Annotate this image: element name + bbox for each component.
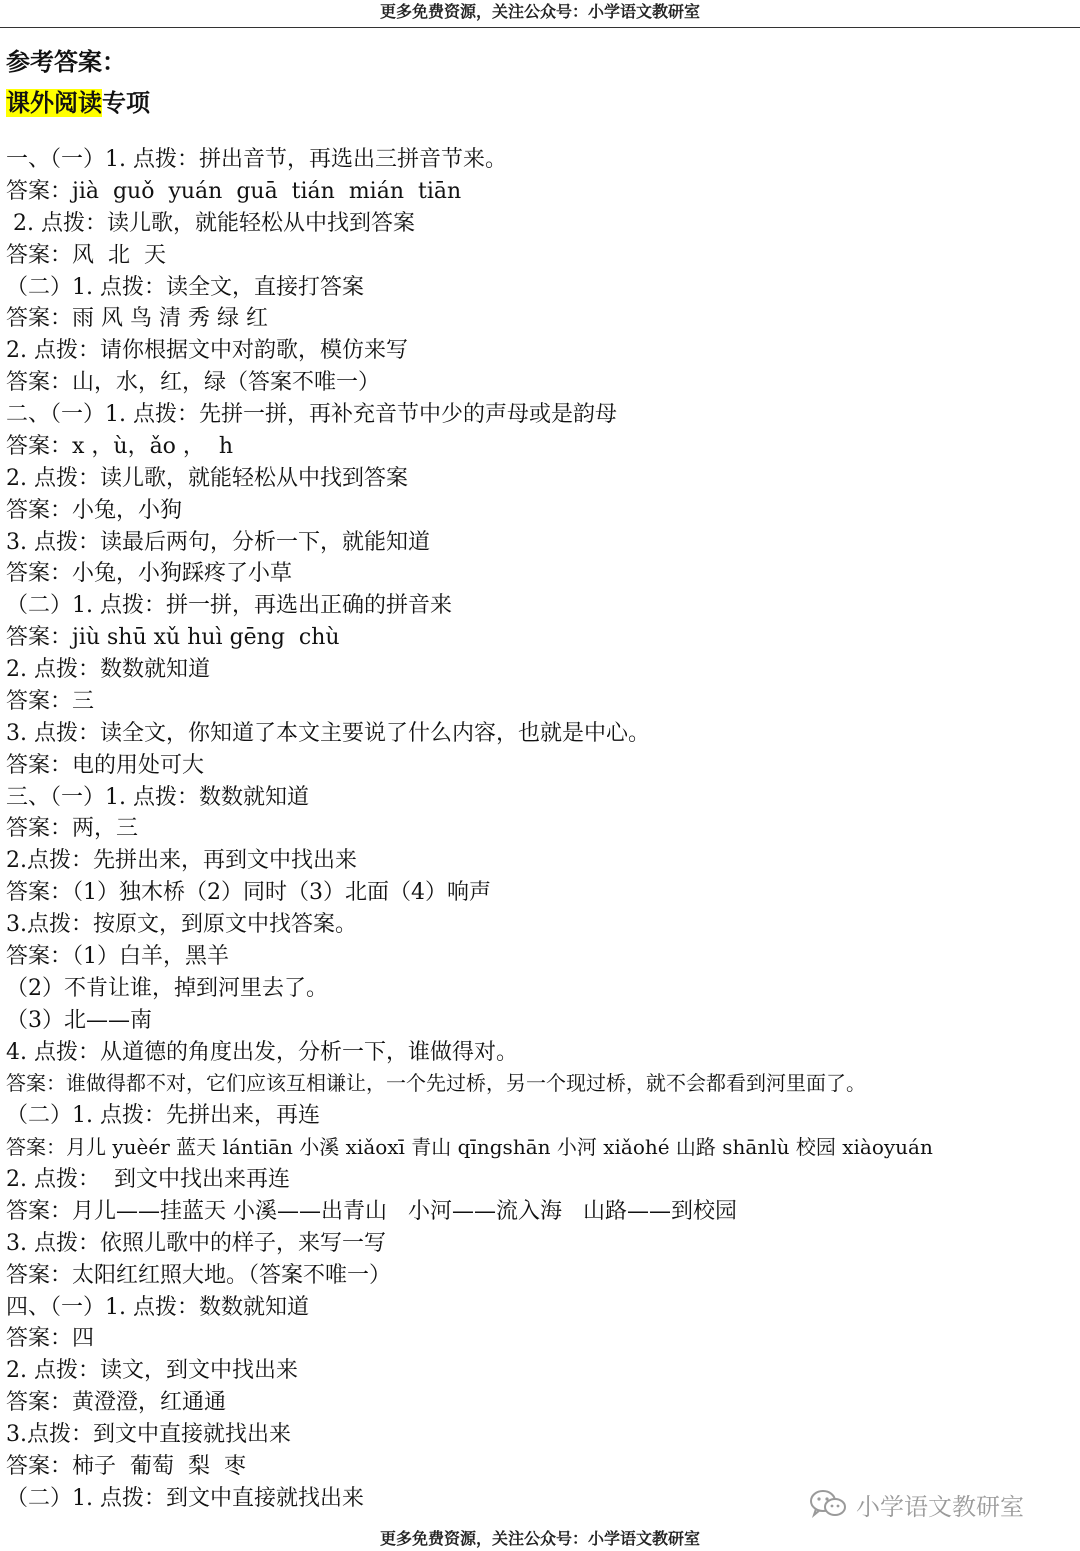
answer-line: 三、（一）1. 点拨：数数就知道 — [6, 784, 309, 810]
answer-line: 2. 点拨：读儿歌，就能轻松从中找到答案 — [6, 210, 415, 236]
answer-line: （二）1. 点拨：先拼出来，再连 — [6, 1103, 320, 1129]
answer-line: 答案：jiù shū xǔ huì gēng chù — [6, 625, 340, 651]
answer-line: 二、（一）1. 点拨：先拼一拼，再补充音节中少的声母或是韵母 — [6, 402, 617, 427]
document-title: 参考答案： — [6, 48, 126, 76]
wechat-icon — [808, 1488, 848, 1520]
answer-list — [6, 144, 1076, 1515]
answer-line: 答案：风 北 天 — [6, 242, 166, 268]
answer-line: 3.点拨：到文中直接就找出来 — [6, 1422, 291, 1447]
answer-line: 2. 点拨：数数就知道 — [6, 657, 210, 682]
answer-line: 答案：月儿 yuèér 蓝天 lántiān 小溪 xiǎoxī 青山 qīngshān 小河 xiǎohé 山路 shānlù 校园 xiàoyuán — [6, 1135, 933, 1160]
answer-line: （二）1. 点拨：到文中直接就找出来 — [6, 1485, 364, 1511]
answer-line: 答案：太阳红红照大地。（答案不唯一） — [6, 1262, 392, 1288]
answer-line: （2）不肯让谁，掉到河里去了。 — [6, 975, 328, 1001]
answer-line: 3. 点拨：读全文，你知道了本文主要说了什么内容，也就是中心。 — [6, 720, 650, 746]
answer-line: 2. 点拨： 到文中找出来再连 — [6, 1167, 290, 1192]
header-divider — [0, 27, 1080, 28]
answer-line: 一、（一）1. 点拨：拼出音节，再选出三拼音节来。 — [6, 147, 507, 172]
answer-line: 3. 点拨：读最后两句，分析一下，就能知道 — [6, 529, 430, 555]
answer-line: 3.点拨：按原文，到原文中找答案。 — [6, 912, 357, 937]
section-heading — [6, 86, 150, 120]
section-heading-highlight: 课外阅读 — [6, 89, 102, 117]
answer-line: 答案：（1）独木桥（2）同时（3）北面（4）响声 — [6, 880, 491, 906]
answer-line: 答案：谁做得都不对，它们应该互相谦让，一个先过桥，另一个现过桥，就不会都看到河里面了。 — [6, 1071, 866, 1096]
wechat-watermark — [808, 1486, 1024, 1522]
answer-line: 答案：雨 风 鸟 清 秀 绿 红 — [6, 306, 268, 332]
answer-line: 答案：小兔，小狗踩疼了小草 — [6, 561, 293, 587]
answer-line: 2. 点拨：请你根据文中对韵歌，模仿来写 — [6, 338, 408, 364]
page-header: 更多免费资源，关注公众号：小学语文教研室 — [379, 2, 700, 21]
watermark-text: 小学语文教研室 — [856, 1492, 1024, 1521]
answer-line: （3）北——南 — [6, 1007, 152, 1033]
answer-line: 答案：四 — [6, 1326, 95, 1352]
answer-line: 答案：小兔，小狗 — [6, 497, 183, 523]
answer-line: （二）1. 点拨：读全文，直接打答案 — [6, 274, 364, 300]
answer-line: 答案：山，水，红，绿（答案不唯一） — [6, 370, 381, 396]
answer-line: 答案：jià guǒ yuán guā tián mián tiān — [6, 178, 462, 204]
answer-line: （二）1. 点拨：拼一拼，再选出正确的拼音来 — [6, 593, 452, 619]
answer-line: 答案：两，三 — [6, 816, 139, 842]
section-heading-rest: 专项 — [102, 89, 150, 117]
answer-line: 2. 点拨：读文，到文中找出来 — [6, 1358, 298, 1384]
page-footer: 更多免费资源，关注公众号：小学语文教研室 — [379, 1529, 700, 1548]
answer-line: 四、（一）1. 点拨：数数就知道 — [6, 1294, 309, 1320]
answer-line: 答案：柿子 葡萄 梨 枣 — [6, 1453, 246, 1479]
answer-line: 答案：x ，ù，ǎo ， h — [6, 433, 234, 459]
answer-line: 答案：三 — [6, 688, 95, 714]
answer-line: 2.点拨：先拼出来，再到文中找出来 — [6, 848, 357, 874]
answer-line: 2. 点拨：读儿歌，就能轻松从中找到答案 — [6, 465, 408, 491]
answer-line: 答案：黄澄澄，红通通 — [6, 1390, 227, 1416]
answer-line: 答案：电的用处可大 — [6, 752, 205, 778]
answer-line: 答案：月儿——挂蓝天 小溪——出青山 小河——流入海 山路——到校园 — [6, 1198, 737, 1224]
answer-line: 4. 点拨：从道德的角度出发，分析一下，谁做得对。 — [6, 1039, 518, 1065]
answer-line: 答案：（1）白羊，黑羊 — [6, 943, 229, 969]
answer-line: 3. 点拨：依照儿歌中的样子，来写一写 — [6, 1230, 386, 1256]
